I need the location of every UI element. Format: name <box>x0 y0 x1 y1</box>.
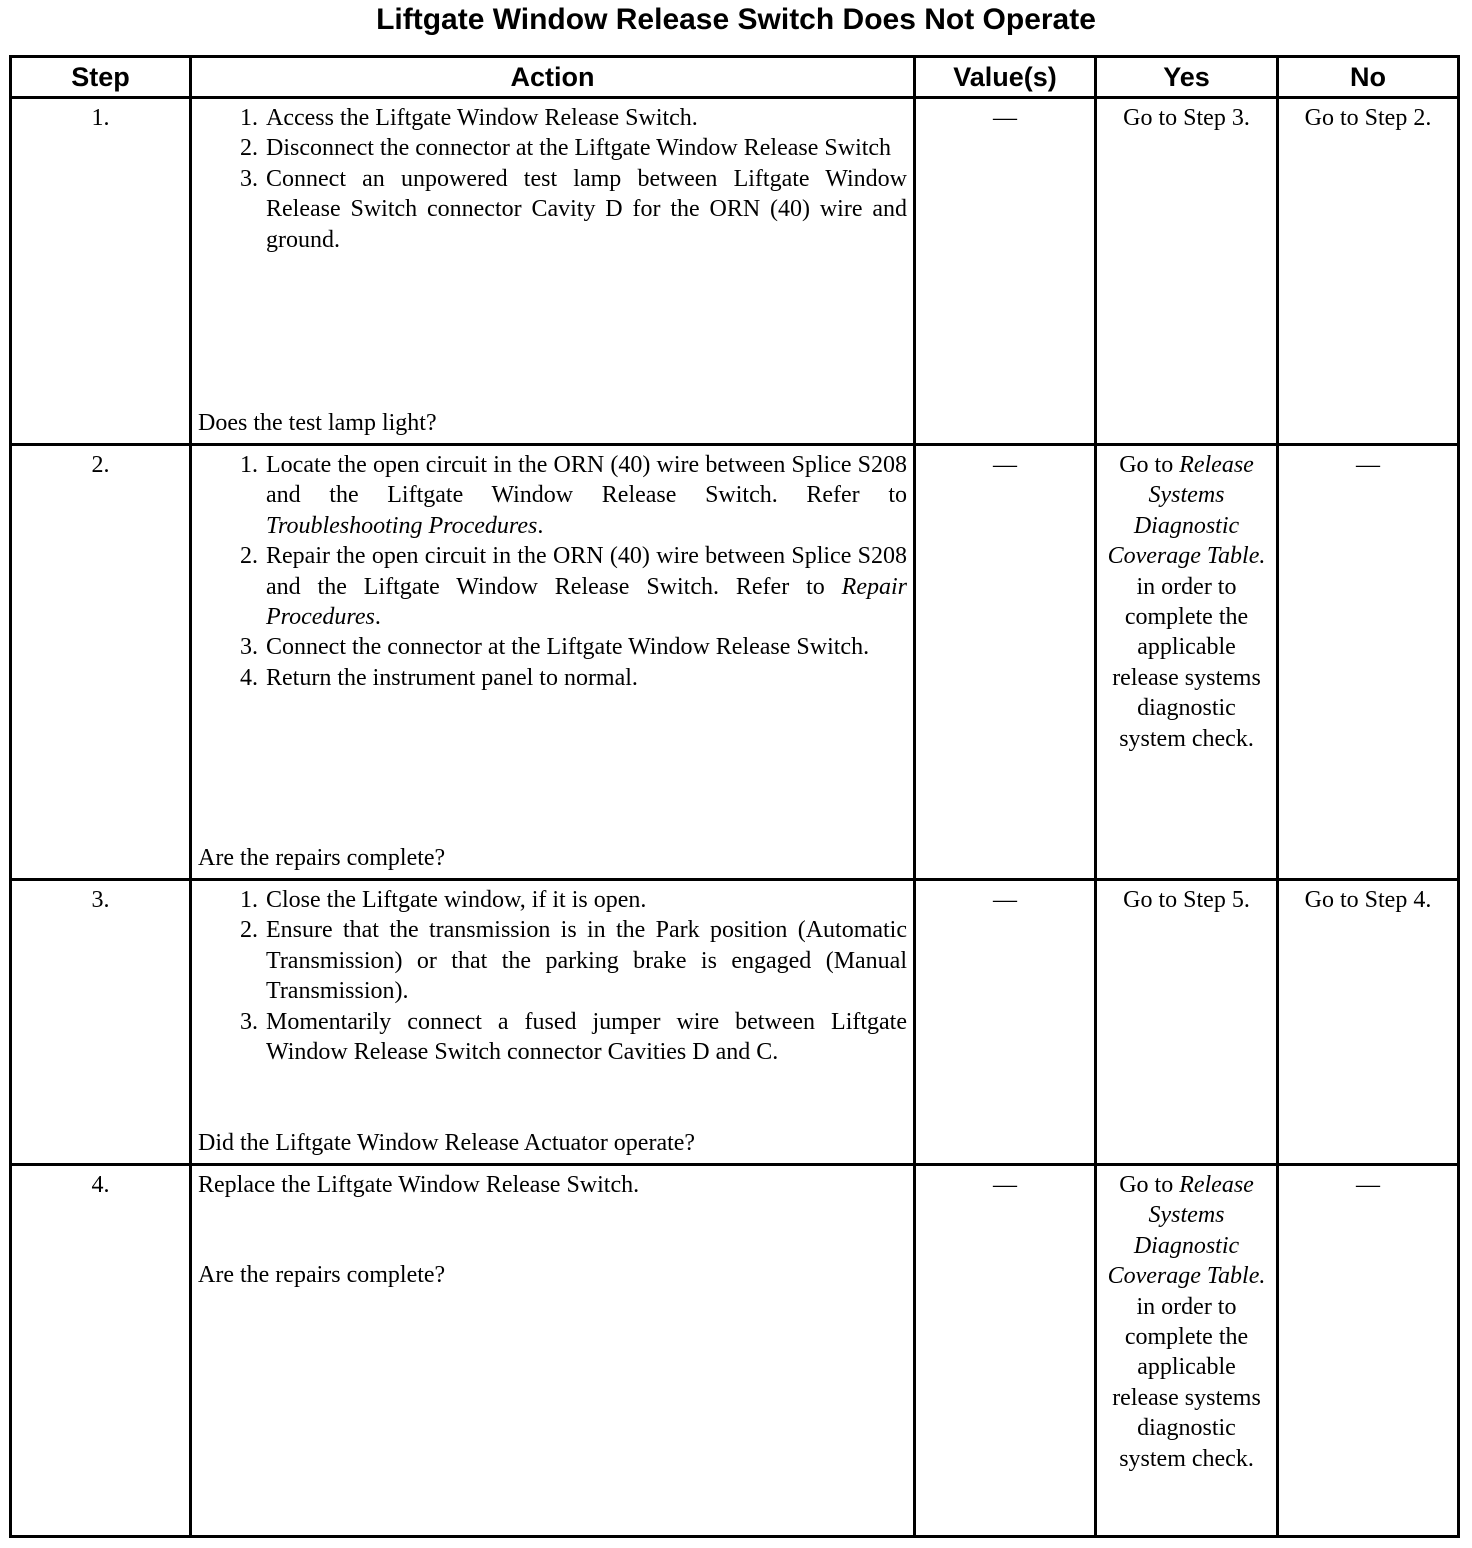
action-text: Repair the open circuit in the ORN (40) wire between Splice S208 and the Liftgate Window Release Switch. Refer to <box>266 543 907 600</box>
action-list <box>198 450 907 693</box>
action-question: Does the test lamp light? <box>198 409 437 436</box>
header-row <box>11 57 1459 98</box>
action-item <box>264 450 907 541</box>
yes-text-end: in order to complete the applicable release systems diagnostic system check. <box>1112 573 1261 752</box>
action-cell <box>191 880 915 1165</box>
action-text-end: . <box>537 512 544 539</box>
step-number: 4. <box>11 1165 191 1537</box>
action-cell <box>191 1165 915 1537</box>
table-row <box>11 880 1459 1165</box>
table-row <box>11 445 1459 880</box>
yes-text-end: in order to complete the applicable release systems diagnostic system check. <box>1112 1293 1261 1472</box>
action-item: 2. Disconnect the connector at the Liftgate Window Release Switch <box>264 133 907 163</box>
reference-link[interactable]: Repair Procedures <box>266 573 907 631</box>
page-title: Liftgate Window Release Switch Does Not Operate <box>376 3 1096 36</box>
action-item: 3. Connect an unpowered test lamp between Liftgate Window Release Switch connector Cavity D for the ORN (40) wire and ground. <box>264 164 907 255</box>
action-question: Are the repairs complete? <box>198 844 446 871</box>
action-cell <box>191 445 915 880</box>
value-cell: — <box>915 445 1096 880</box>
action-text: Replace the Liftgate Window Release Switch. <box>198 1172 640 1198</box>
header-yes: Yes <box>1096 57 1278 98</box>
yes-text: Go to <box>1119 452 1180 478</box>
action-item: 3. Connect the connector at the Liftgate Window Release Switch. <box>264 632 907 662</box>
action-question: Are the repairs complete? <box>198 1262 446 1289</box>
no-cell: Go to Step 2. <box>1278 98 1459 445</box>
value-cell: — <box>915 880 1096 1165</box>
step-number: 1. <box>11 98 191 445</box>
action-question: Did the Liftgate Window Release Actuator operate? <box>198 1129 696 1156</box>
value-cell: — <box>915 98 1096 445</box>
action-item: 1. Access the Liftgate Window Release Switch. <box>264 103 907 133</box>
yes-cell <box>1096 445 1278 880</box>
no-cell: — <box>1278 445 1459 880</box>
action-item: 4. Return the instrument panel to normal. <box>264 663 907 693</box>
table-row <box>11 98 1459 445</box>
action-item <box>264 541 907 632</box>
yes-cell <box>1096 1165 1278 1537</box>
action-text: Locate the open circuit in the ORN (40) wire between Splice S208 and the Liftgate Window Release Switch. Refer to <box>266 452 907 509</box>
table-row <box>11 1165 1459 1537</box>
reference-link[interactable]: Release Systems Diagnostic Coverage Table. <box>1107 452 1266 570</box>
header-no: No <box>1278 57 1459 98</box>
diagnostic-table <box>9 55 1460 1538</box>
header-action: Action <box>191 57 915 98</box>
action-text-end: . <box>374 604 381 631</box>
action-cell <box>191 98 915 445</box>
step-number: 3. <box>11 880 191 1165</box>
no-cell: Go to Step 4. <box>1278 880 1459 1165</box>
yes-text: Go to <box>1119 1172 1180 1198</box>
value-cell: — <box>915 1165 1096 1537</box>
header-step: Step <box>11 57 191 98</box>
action-item: 2. Ensure that the transmission is in the Park position (Automatic Transmission) or that the parking brake is engaged (Manual Transmission). <box>264 915 907 1006</box>
action-item: 3. Momentarily connect a fused jumper wire between Liftgate Window Release Switch connector Cavities D and C. <box>264 1007 907 1068</box>
reference-link[interactable]: Troubleshooting Procedures <box>266 512 538 539</box>
action-list <box>198 885 907 1067</box>
yes-cell: Go to Step 5. <box>1096 880 1278 1165</box>
reference-link[interactable]: Release Systems Diagnostic Coverage Table. <box>1107 1172 1266 1290</box>
no-cell: — <box>1278 1165 1459 1537</box>
action-item: 1. Close the Liftgate window, if it is open. <box>264 885 907 915</box>
header-values: Value(s) <box>915 57 1096 98</box>
yes-cell: Go to Step 3. <box>1096 98 1278 445</box>
step-number: 2. <box>11 445 191 880</box>
action-list <box>198 103 907 255</box>
